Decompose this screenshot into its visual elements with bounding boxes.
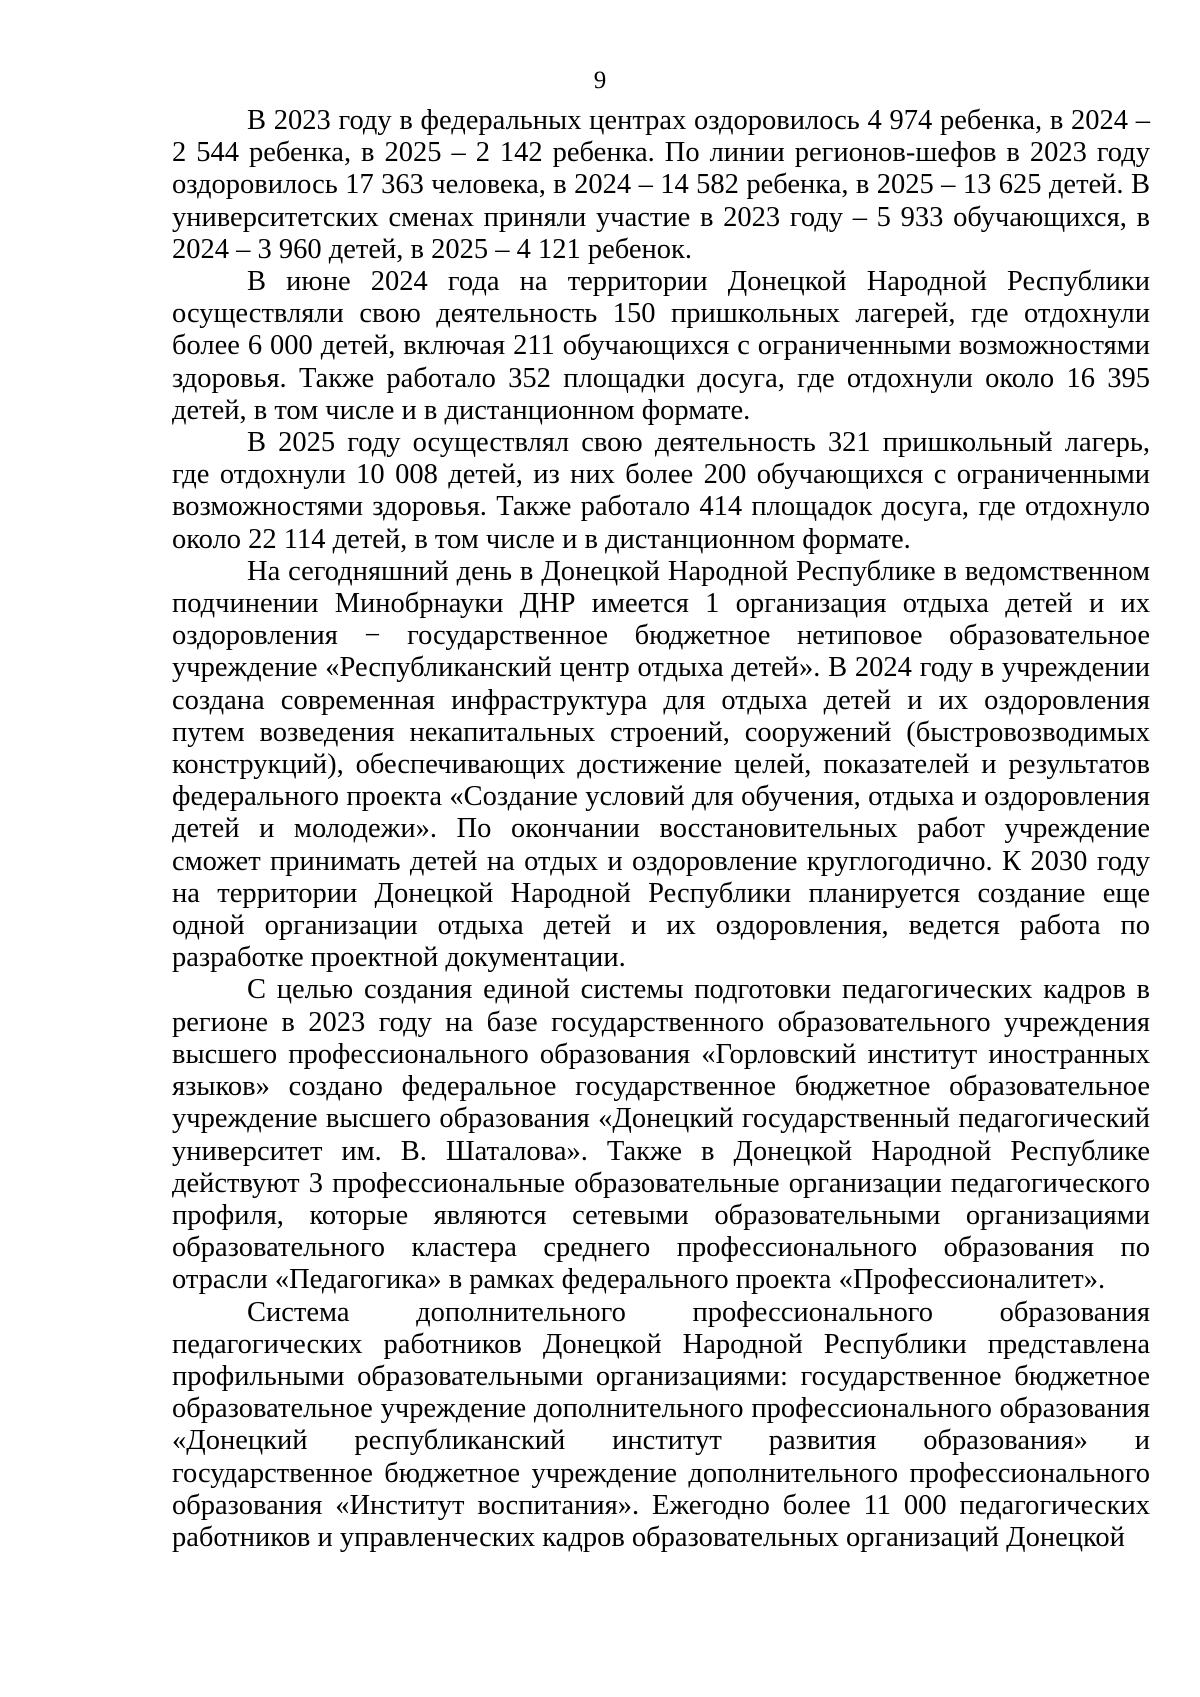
paragraph-recreation-organization: На сегодняшний день в Донецкой Народной Республике в ведомственном подчинении Минобрнауки ДНР имеется 1 организация отдыха детей и их оздоровления − государственное бюджетное нетиповое образовательное учреждение «Республиканский центр отдыха детей». В 2024 году в учреждении создана современная инфраструктура для отдыха детей и их оздоровления путем возведения некапитальных строений, сооружений (быстровозводимых конструкций), обеспечивающих достижение целей, показателей и результатов федерального проекта «Создание условий для обучения, отдыха и оздоровления детей и молодежи». По окончании восстановительных работ учреждение сможет принимать детей на отдых и оздоровление круглогодично. К 2030 году на территории Донецкой Народной Республики планируется создание еще одной организации отдыха детей и их оздоровления, ведется работа по разработке проектной документации.: [172, 555, 1150, 974]
paragraph-june-2024-camps: В июне 2024 года на территории Донецкой Народной Республики осуществляли свою деятельность 150 пришкольных лагерей, где отдохнули более 6 000 детей, включая 211 обучающихся с ограниченными возможностями здоровья. Также работало 352 площадки досуга, где отдохнули около 16 395 детей, в том числе и в дистанционном формате.: [172, 266, 1150, 426]
paragraph-federal-centers: В 2023 году в федеральных центрах оздоровилось 4 974 ребенка, в 2024 – 2 544 ребенка, в 2025 – 2 142 ребенка. По линии регионов-шефов в 2023 году оздоровилось 17 363 человека, в 2024 – 14 582 ребенка, в 2025 – 13 625 детей. В университетских сменах приняли участие в 2023 году – 5 933 обучающихся, в 2024 – 3 960 детей, в 2025 – 4 121 ребенок.: [172, 105, 1150, 265]
paragraph-teacher-training: С целью создания единой системы подготовки педагогических кадров в регионе в 2023 году на базе государственного образовательного учреждения высшего профессионального образования «Горловский институт иностранных языков» создано федеральное государственное бюджетное образовательное учреждение высшего образования «Донецкий государственный педагогический университет им. В. Шаталова». Также в Донецкой Народной Республике действуют 3 профессиональные образовательные организации педагогического профиля, которые являются сетевыми образовательными организациями образовательного кластера среднего профессионального образования по отрасли «Педагогика» в рамках федерального проекта «Профессионалитет».: [172, 974, 1150, 1296]
page-number: 9: [593, 67, 607, 94]
paragraph-continuing-education: Система дополнительного профессионального образования педагогических работников Донецкой Народной Республики представлена профильными образовательными организациями: государственное бюджетное образовательное учреждение дополнительного профессионального образования «Донецкий республиканский институт развития образования» и государственное бюджетное учреждение дополнительного профессионального образования «Институт воспитания». Ежегодно более 11 000 педагогических работников и управленческих кадров образовательных организаций Донецкой: [172, 1296, 1150, 1553]
paragraph-2025-camps: В 2025 году осуществлял свою деятельность 321 пришкольный лагерь, где отдохнули 10 008 детей, из них более 200 обучающихся с ограниченными возможностями здоровья. Также работало 414 площадок досуга, где отдохнуло около 22 114 детей, в том числе и в дистанционном формате.: [172, 427, 1150, 555]
document-body: [172, 105, 1150, 1554]
